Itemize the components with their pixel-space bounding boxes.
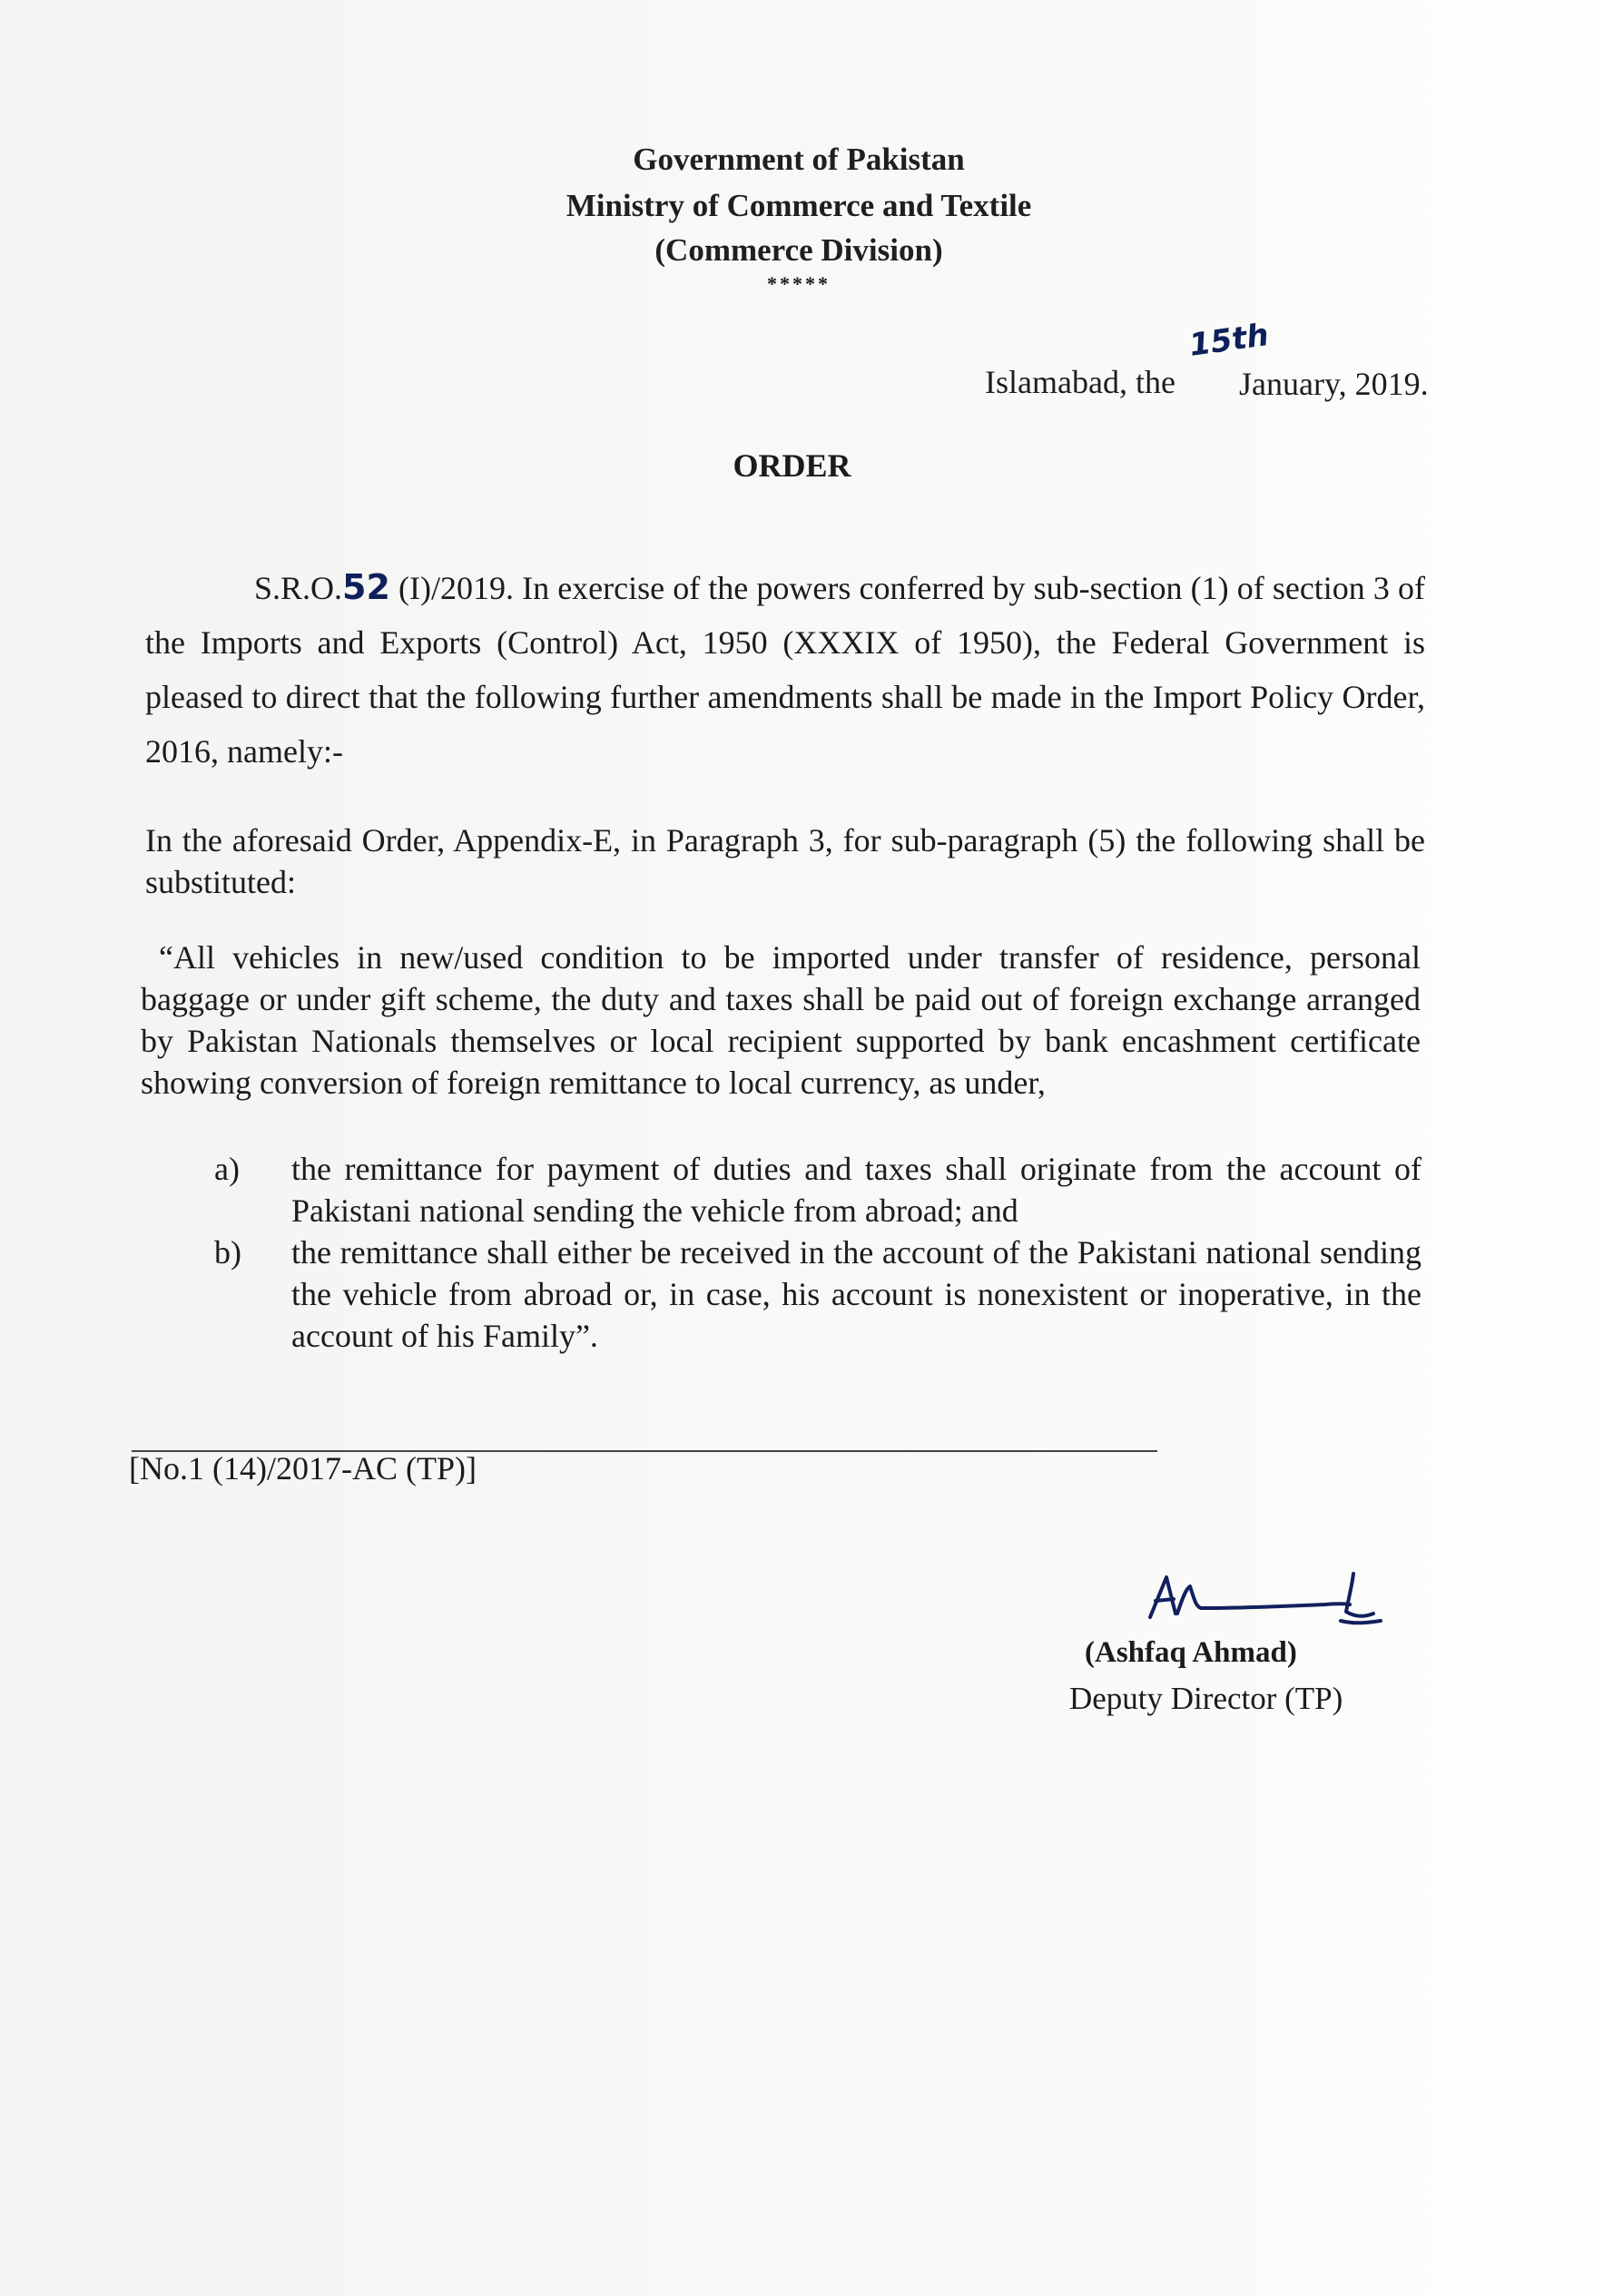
order-paragraph-1-text: (I)/2019. In exercise of the powers conferred by sub-section (1) of section 3 of the Imports and Exports (Control) Act, 1950 (XXXIX of 1950), the Federal Government is pleased to direct that the following further amendments shall be made in the Import Policy Order, 2016, namely:- <box>145 570 1425 770</box>
list-item <box>214 1148 1421 1231</box>
date-month-year: January, 2019. <box>1239 366 1429 402</box>
signatory-designation: Deputy Director (TP) <box>1069 1681 1343 1716</box>
order-paragraph-3: “All vehicles in new/used condition to be imported under transfer of residence, personal baggage or under gift scheme, the duty and taxes shall be paid out of foreign exchange arranged by Pakistan Nationals themselves or local recipient supported by bank encashment certificate showing conversion of foreign remittance to local currency, as under, <box>141 939 1421 1101</box>
order-items-list <box>214 1148 1421 1357</box>
order-title: ORDER <box>733 447 851 484</box>
reference-number: [No.1 (14)/2017-AC (TP)] <box>129 1450 477 1487</box>
header-stars: ***** <box>767 272 831 295</box>
date-city: Islamabad, the <box>985 364 1175 400</box>
list-item <box>214 1231 1421 1357</box>
list-item-text: the remittance shall either be received in the account of the Pakistani national sending the vehicle from abroad or, in case, his account is nonexistent or inoperative, in the account of his Family”. <box>291 1234 1421 1354</box>
sro-prefix: S.R.O. <box>254 570 343 606</box>
signature-icon <box>1130 1561 1393 1643</box>
list-item-text: the remittance for payment of duties and taxes shall originate from the account of Pakistani national sending the vehicle from abroad; and <box>291 1151 1421 1229</box>
signatory-name: (Ashfaq Ahmad) <box>1085 1636 1297 1669</box>
order-paragraph-1 <box>145 560 1425 779</box>
header-government: Government of Pakistan <box>633 142 965 177</box>
date-day-handwritten: 15th <box>1186 317 1272 364</box>
sro-number-handwritten: 52 <box>342 567 390 607</box>
header-ministry: Ministry of Commerce and Textile <box>566 188 1032 223</box>
order-paragraph-2: In the aforesaid Order, Appendix-E, in Paragraph 3, for sub-paragraph (5) the following shall be substituted: <box>145 822 1425 900</box>
list-item-marker: b) <box>214 1234 241 1271</box>
header-division: (Commerce Division) <box>654 232 943 268</box>
list-item-marker: a) <box>214 1151 240 1187</box>
